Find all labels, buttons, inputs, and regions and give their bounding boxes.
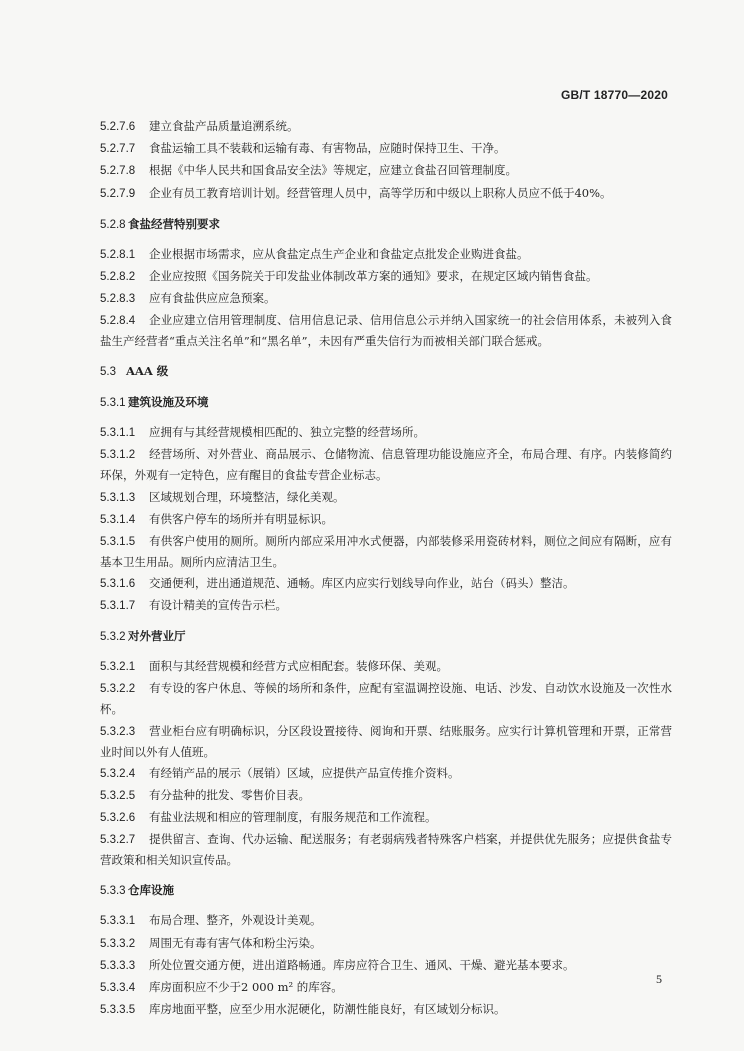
clause-number: 5.3.3.5: [100, 1004, 136, 1017]
clause-5-2-7-6: [100, 116, 672, 137]
clause-number: 5.2.7.8: [100, 165, 136, 178]
clause-number: 5.3.3.2: [100, 937, 136, 950]
clause-5-3-2-7: [100, 829, 672, 870]
section-heading-5-3-1: [100, 392, 672, 413]
clause-5-3-2-1: [100, 656, 672, 677]
clause-number: 5.2.8.4: [100, 315, 136, 328]
clause-text: 建立食盐产品质量追溯系统。: [149, 119, 299, 133]
clause-text: 布局合理、整齐，外观设计美观。: [149, 913, 322, 928]
clause-number: 5.2.8.3: [100, 292, 136, 305]
clause-5-2-7-8: [100, 160, 672, 181]
clause-text: 营业柜台应有明确标识，分区段设置接待、阅询和开票、结账服务。应实行计算机管理和开票，正常营业时间以外有人值班。: [100, 723, 672, 759]
clause-text: 食盐运输工具不装载和运输有毒、有害物品，应随时保持卫生、干净。: [149, 141, 506, 156]
clause-number: 5.2.8: [100, 218, 126, 231]
clause-text: 提供留言、查询、代办运输、配送服务；有老弱病残者特殊客户档案，并提供优先服务；应提供食盐专营政策和相关知识宣传品。: [100, 832, 672, 868]
clause-text: 仓库设施: [128, 883, 174, 898]
section-heading-5-3-2: [100, 626, 672, 647]
clause-text: 面积与其经营规模和经营方式应相配套。装修环保、美观。: [149, 659, 448, 674]
clause-5-3-2-5: [100, 785, 672, 806]
clause-5-3-1-5: [100, 531, 672, 572]
clause-text: 有设计精美的宣传告示栏。: [149, 598, 287, 613]
clause-number: 5.3.1.7: [100, 600, 136, 613]
clause-text: 区域规划合理，环境整洁，绿化美观。: [149, 489, 345, 504]
clause-text: 库房地面平整，应至少用水泥硬化，防潮性能良好，有区域划分标识。: [149, 1002, 506, 1017]
clause-number: 5.2.7.9: [100, 187, 136, 200]
clause-number: 5.3.2.7: [100, 834, 136, 847]
clause-5-2-8-4: [100, 310, 672, 351]
clause-text: 建筑设施及环境: [128, 395, 209, 410]
clause-text: 企业应建立信用管理制度、信用信息记录、信用信息公示并纳入国家统一的社会信用体系，未被列入食盐生产经营者“重点关注名单”和“黑名单”，未因有严重失信行为而被相关部门联合惩戒。: [100, 313, 672, 349]
clause-5-3-1-1: [100, 422, 672, 443]
clause-5-3-3-4: [100, 977, 672, 998]
clause-text: 有供客户使用的厕所。厕所内部应采用冲水式便器，内部装修采用瓷砖材料，厕位之间应有隔断，应有基本卫生用品。厕所内应清洁卫生。: [100, 533, 672, 569]
clause-text: 企业应按照《国务院关于印发盐业体制改革方案的通知》要求，在规定区域内销售食盐。: [149, 268, 598, 283]
clause-number: 5.3.2.4: [100, 767, 136, 780]
section-heading-5-2-8: [100, 214, 672, 235]
clause-number: 5.3.2.1: [100, 661, 136, 674]
clause-number: 5.3.1: [100, 397, 126, 410]
clause-text: 应拥有与其经营规模相匹配的、独立完整的经营场所。: [149, 425, 425, 440]
clause-text: 交通便利，进出通道规范、通畅。库区内应实行划线导向作业，站台（码头）整洁。: [149, 576, 575, 591]
clause-number: 5.2.7.7: [100, 143, 136, 156]
clause-5-2-7-9: [100, 183, 672, 204]
clause-5-3-1-7: [100, 595, 672, 616]
section-heading-5-3-3: [100, 880, 672, 901]
clause-5-3-3-5: [100, 999, 672, 1020]
clause-number: 5.2.8.2: [100, 270, 136, 283]
clause-number: 5.3.1.6: [100, 578, 136, 591]
clause-number: 5.3.1.4: [100, 513, 136, 526]
clause-5-3-3-1: [100, 910, 672, 931]
clause-text: AAA 级: [126, 364, 169, 379]
clause-number: 5.3.3: [100, 885, 126, 898]
clause-number: 5.3.3.4: [100, 981, 136, 994]
clause-text: 根据《中华人民共和国食品安全法》等规定，应建立食盐召回管理制度。: [149, 163, 517, 178]
clause-number: 5.3.2.5: [100, 790, 136, 802]
clause-number: 5.3.2.3: [100, 725, 136, 738]
clause-text: 企业有员工教育培训计划。经营管理人员中，高等学历和中级以上职称人员应不低于40%。: [149, 185, 612, 200]
clause-number: 5.3.3.1: [100, 915, 136, 928]
clause-5-3-1-6: [100, 573, 672, 594]
clause-number: 5.2.8.1: [100, 248, 136, 261]
clause-number: 5.3.2.6: [100, 812, 136, 825]
clause-text: 有分盐种的批发、零售价目表。: [149, 788, 310, 802]
clause-number: 5.3.2.2: [100, 683, 136, 696]
clause-text: 企业根据市场需求，应从食盐定点生产企业和食盐定点批发企业购进食盐。: [149, 246, 529, 261]
clause-5-2-8-2: [100, 266, 672, 287]
clause-text: 所处位置交通方便，进出道路畅通。库房应符合卫生、通风、干燥、避光基本要求。: [149, 957, 575, 972]
clause-text: 食盐经营特别要求: [128, 216, 220, 231]
clause-number: 5.3.1.1: [100, 427, 136, 440]
clause-text: 应有食盐供应应急预案。: [149, 290, 276, 305]
clause-number: 5.3.1.2: [100, 449, 136, 462]
clause-5-3-3-2: [100, 933, 672, 954]
clause-5-3-2-2: [100, 678, 672, 719]
clause-number: 5.3.3.3: [100, 959, 136, 972]
clause-5-3-2-3: [100, 721, 672, 762]
clause-text: 周围无有毒有害气体和粉尘污染。: [149, 935, 322, 950]
clause-text: 对外营业厅: [128, 629, 186, 644]
clause-5-2-8-3: [100, 288, 672, 309]
clause-text: 有供客户停车的场所并有明显标识。: [149, 511, 333, 526]
clause-5-2-7-7: [100, 138, 672, 159]
document-body: [100, 116, 672, 1021]
clause-5-2-8-1: [100, 244, 672, 265]
clause-5-3-2-4: [100, 763, 672, 784]
clause-5-3-1-2: [100, 444, 672, 485]
clause-5-3-3-3: [100, 955, 672, 976]
standard-code-header: GB/T 18770—2020: [560, 88, 668, 102]
clause-text: 有专设的客户休息、等候的场所和条件，应配有室温调控设施、电话、沙发、自动饮水设施及一次性水杯。: [100, 681, 672, 717]
clause-5-3-1-4: [100, 509, 672, 530]
clause-text: 有盐业法规和相应的管理制度，有服务规范和工作流程。: [149, 810, 437, 825]
clause-number: 5.2.7.6: [100, 121, 136, 133]
clause-number: 5.3.1.5: [100, 535, 136, 548]
section-heading-5-3: [100, 361, 672, 382]
clause-number: 5.3: [100, 366, 116, 379]
clause-5-3-2-6: [100, 807, 672, 828]
clause-text: 有经销产品的展示（展销）区域，应提供产品宣传推介资料。: [149, 765, 460, 780]
clause-text: 库房面积应不少于2 000 m² 的库容。: [149, 979, 343, 994]
clause-text: 经营场所、对外营业、商品展示、仓储物流、信息管理功能设施应齐全，布局合理、有序。内装修简约环保，外观有一定特色，应有醒目的食盐专营企业标志。: [100, 447, 672, 483]
clause-number: 5.3.2: [100, 631, 126, 644]
page-number: 5: [656, 972, 662, 986]
clause-5-3-1-3: [100, 487, 672, 508]
clause-number: 5.3.1.3: [100, 491, 136, 504]
